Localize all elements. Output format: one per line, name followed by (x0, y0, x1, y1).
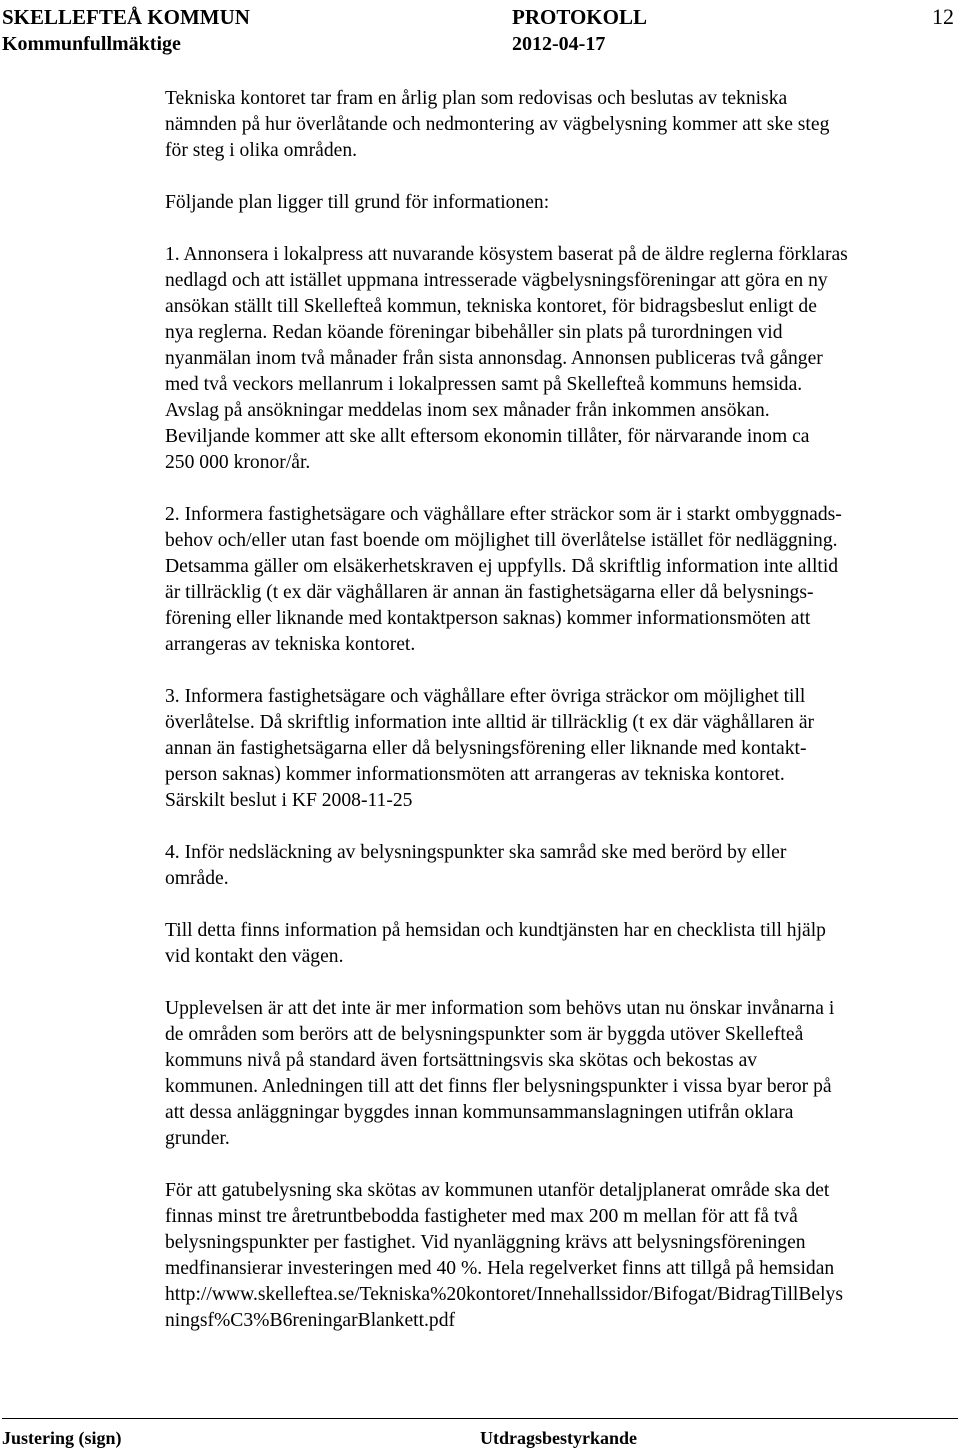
text-line: Följande plan ligger till grund för informationen: (165, 192, 550, 213)
text-line: Tekniska kontoret tar fram en årlig plan som redovisas och beslutas av tekniska (165, 88, 788, 109)
page-number: 12 (932, 4, 954, 29)
text-line: med två veckors mellanrum i lokalpressen samt på Skellefteå kommuns hemsida. (165, 374, 803, 395)
text-line: ningsf%C3%B6reningarBlankett.pdf (165, 1310, 456, 1331)
paragraph (165, 86, 955, 164)
text-line: arrangeras av tekniska kontoret. (165, 634, 416, 655)
text-line: Beviljande kommer att ske allt eftersom ekonomin tillåter, för närvarande inom ca (165, 426, 810, 447)
council-body: Kommunfullmäktige (2, 33, 181, 55)
paragraph (165, 502, 955, 658)
text-line: Detsamma gäller om elsäkerhetskraven ej uppfylls. Då skriftlig information inte alltid (165, 556, 839, 577)
text-line: nämnden på hur överlåtande och nedmontering av vägbelysning kommer att ske steg (165, 114, 830, 135)
text-line: överlåtelse. Då skriftlig information inte alltid är tillräcklig (t ex där väghållaren är (165, 712, 815, 733)
text-line: 4. Inför nedsläckning av belysningspunkter ska samråd ske med berörd by eller (165, 842, 787, 863)
text-line: kommunen. Anledningen till att det finns fler belysningspunkter i vissa byar beror på (165, 1076, 832, 1097)
text-line: är tillräcklig (t ex där väghållaren är annan än fastighetsägarna eller då belysnings- (165, 582, 814, 603)
text-line: behov och/eller utan fast boende om möjlighet till överlåtelse istället för nedläggning. (165, 530, 838, 551)
text-line: belysningspunkter per fastighet. Vid nyanläggning krävs att belysningsföreningen (165, 1232, 806, 1253)
text-line: kommuns nivå på standard även fortsättningsvis ska skötas och bekostas av (165, 1050, 758, 1071)
paragraph (165, 1178, 955, 1334)
paragraph (165, 840, 955, 892)
text-line: 250 000 kronor/år. (165, 452, 311, 473)
text-line: grunder. (165, 1128, 230, 1149)
paragraph (165, 242, 955, 476)
footer-divider (2, 1418, 958, 1419)
text-line: 3. Informera fastighetsägare och väghållare efter övriga sträckor om möjlighet till (165, 686, 806, 707)
organization-name: SKELLEFTEÅ KOMMUN (2, 5, 250, 29)
text-line: ansökan ställt till Skellefteå kommun, tekniska kontoret, för bidragsbeslut enligt de (165, 296, 817, 317)
paragraph (165, 684, 955, 814)
paragraph (165, 190, 955, 216)
certification-label: Utdragsbestyrkande (480, 1428, 638, 1448)
text-line: Särskilt beslut i KF 2008-11-25 (165, 790, 413, 811)
text-line: Till detta finns information på hemsidan och kundtjänsten har en checklista till hjälp (165, 920, 826, 941)
paragraph (165, 996, 955, 1152)
text-line: http://www.skelleftea.se/Tekniska%20kontoret/Innehallssidor/Bifogat/BidragTillBelys (165, 1284, 843, 1305)
document-type: PROTOKOLL (512, 5, 647, 29)
text-line: att dessa anläggningar byggdes innan kommunsammanslagningen utifrån oklara (165, 1102, 794, 1123)
text-line: nedlagd och att istället uppmana intresserade vägbelysningsföreningar att göra en ny (165, 270, 828, 291)
text-line: område. (165, 868, 229, 889)
text-line: 2. Informera fastighetsägare och väghållare efter sträckor som är i starkt ombyggnads- (165, 504, 842, 525)
text-line: 1. Annonsera i lokalpress att nuvarande kösystem baserat på de äldre reglerna förklaras (165, 244, 848, 265)
text-line: medfinansierar investeringen med 40 %. Hela regelverket finns att tillgå på hemsidan (165, 1258, 835, 1279)
text-line: Upplevelsen är att det inte är mer information som behövs utan nu önskar invånarna i (165, 998, 835, 1019)
meeting-date: 2012-04-17 (512, 33, 606, 55)
text-line: annan än fastighetsägarna eller då belysningsförening eller liknande med kontakt- (165, 738, 807, 759)
document-body (165, 86, 955, 1360)
text-line: vid kontakt den vägen. (165, 946, 344, 967)
signature-label: Justering (sign) (2, 1428, 122, 1448)
text-line: För att gatubelysning ska skötas av kommunen utanför detaljplanerat område ska det (165, 1180, 830, 1201)
text-line: för steg i olika områden. (165, 140, 358, 161)
paragraph (165, 918, 955, 970)
text-line: nyanmälan inom två månader från sista annonsdag. Annonsen publiceras två gånger (165, 348, 823, 369)
text-line: finnas minst tre åretruntbebodda fastigheter med max 200 m mellan för att få två (165, 1206, 798, 1227)
text-line: nya reglerna. Redan köande föreningar bibehåller sin plats på turordningen vid (165, 322, 783, 343)
text-line: person saknas) kommer informationsmöten att arrangeras av tekniska kontoret. (165, 764, 785, 785)
text-line: förening eller liknande med kontaktperson saknas) kommer informationsmöten att (165, 608, 811, 629)
text-line: Avslag på ansökningar meddelas inom sex månader från inkommen ansökan. (165, 400, 770, 421)
text-line: de områden som berörs att de belysningspunkter som är byggda utöver Skellefteå (165, 1024, 804, 1045)
